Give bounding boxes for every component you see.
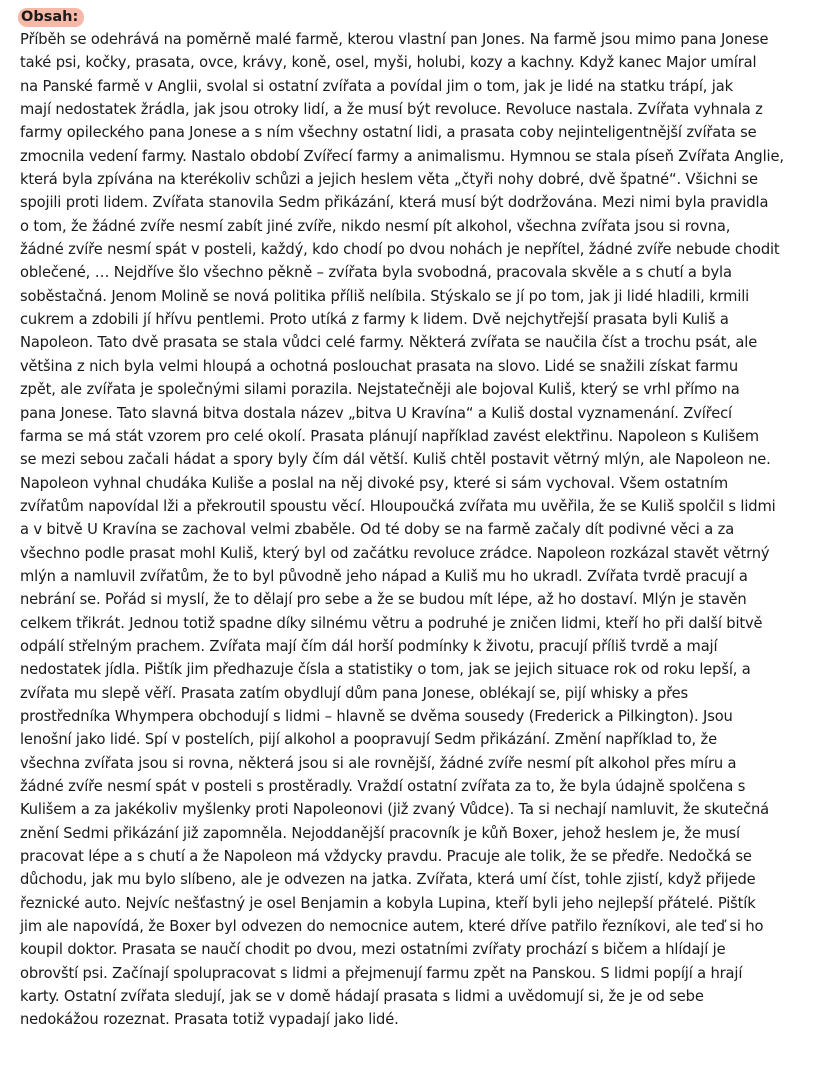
paragraph-line: a v bitvě U Kravína se zachoval velmi zbaběle. Od té doby se na farmě začaly dít podivné věci a za bbox=[20, 521, 735, 539]
paragraph-line: pracovat lépe a s chutí a že Napoleon má vždycky pravdu. Pracuje ale tolik, že se předře. Nedočká se bbox=[20, 848, 752, 866]
paragraph-line: mlýn a namluvil zvířatům, že to byl původně jeho nápad a Kuliš mu ho ukradl. Zvířata tvrdě pracují a bbox=[20, 567, 748, 585]
paragraph-line: řeznické auto. Nejvíc nešťastný je osel Benjamin a kobyla Lupina, kteří byli jeho nejlepší přátelé. Pištík bbox=[20, 894, 756, 912]
paragraph-line: celkem třikrát. Jednou totiž spadne díky silnému větru a podruhé je zničen lidmi, kteří ho při další bitvě bbox=[20, 614, 763, 632]
paragraph-line: karty. Ostatní zvířata sledují, jak se v domě hádají prasata s lidmi a uvědomují si, že je od sebe bbox=[20, 988, 704, 1006]
paragraph-line: nebrání se. Pořád si myslí, že to dělají pro sebe a že se budou mít lépe, až ho dostaví. Mlýn je stavěn bbox=[20, 591, 747, 609]
paragraph-line: zvířata mu slepě věří. Prasata zatím obydlují dům pana Jonese, oblékají se, pijí whisky a přes bbox=[20, 684, 689, 702]
paragraph-line: znění Sedmi přikázání již zapomněla. Nejoddanější pracovník je kůň Boxer, jehož heslem je, že musí bbox=[20, 824, 740, 842]
paragraph-line: důchodu, jak mu bylo slíbeno, ale je odvezen na jatka. Zvířata, která umí číst, tohle zjistí, když přijede bbox=[20, 871, 756, 889]
paragraph-line: Kulišem a za jakékoliv myšlenky proti Napoleonovi (již zvaný Vůdce). Ta si nechají namluvit, že skutečná bbox=[20, 801, 770, 819]
paragraph-line: Příběh se odehrává na poměrně malé farmě, kterou vlastní pan Jones. Na farmě jsou mimo pana Jonese bbox=[20, 31, 769, 48]
paragraph-line: o tom, že žádné zvíře nesmí zabít jiné zvíře, nikdo nesmí pít alkohol, všechna zvířata jsou si rovna, bbox=[20, 217, 731, 235]
paragraph-line: všechno podle prasat mohl Kuliš, který byl od začátku revoluce zrádce. Napoleon rozkázal stavět větrný bbox=[20, 544, 770, 562]
paragraph-line: žádné zvíře nesmí spát v posteli, každý, kdo chodí po dvou nohách je nepřítel, žádné zvíře nebude chodit bbox=[20, 241, 780, 259]
paragraph-line: která byla zpívána na kterékoliv schůzi a jejich heslem věta „čtyři nohy dobré, dvě špatné“. Všichni se bbox=[20, 171, 758, 189]
paragraph-line: zmocnila vedení farmy. Nastalo období Zvířecí farmy a animalismu. Hymnou se stala píseň Zvířata Anglie, bbox=[20, 147, 784, 165]
paragraph-line: obrovští psi. Začínají spolupracovat s lidmi a přejmenují farmu zpět na Panskou. S lidmi popíjí a hrají bbox=[20, 964, 743, 982]
paragraph-line: odpálí střelným prachem. Zvířata mají čím dál horší podmínky k životu, pracují příliš tvrdě a mají bbox=[20, 637, 718, 655]
paragraph-line: nedokážou rozeznat. Prasata totiž vypadají jako lidé. bbox=[20, 1011, 399, 1029]
paragraph-line: Napoleon. Tato dvě prasata se stala vůdci celé farmy. Některá zvířata se naučila číst a trochu psát, ale bbox=[20, 334, 758, 352]
paragraph-line: pana Jonese. Tato slavná bitva dostala název „bitva U Kravína“ a Kuliš dostal vyznamenání. Zvířecí bbox=[20, 404, 732, 422]
paragraph-line: soběstačná. Jenom Molině se nová politika příliš nelíbila. Stýskalo se jí po tom, jak ji lidé hladili, krmili bbox=[20, 287, 750, 305]
paragraph-line: Napoleon vyhnal chudáka Kuliše a poslal na něj divoké psy, které si sám vychoval. Všem ostatním bbox=[20, 474, 729, 492]
paragraph-line: se mezi sebou začali hádat a spory byly čím dál větší. Kuliš chtěl postavit větrný mlýn, ale Napoleon ne. bbox=[20, 451, 771, 469]
paragraph-line: farmy opileckého pana Jonese a s ním všechny ostatní lidi, a prasata coby nejinteligentnější zvířata se bbox=[20, 124, 757, 142]
paragraph-line: cukrem a zdobili jí hřívu pentlemi. Proto utíká z farmy k lidem. Dvě nejchytřejší prasata byli Kuliš a bbox=[20, 311, 729, 329]
paragraph-line: farma se má stát vzorem pro celé okolí. Prasata plánují například zavést elektřinu. Napoleon s Kulišem bbox=[20, 427, 759, 445]
paragraph-line: nedostatek jídla. Pištík jim předhazuje čísla a statistiky o tom, jak se jejich situace rok od roku lepší, a bbox=[20, 661, 751, 679]
paragraph-line: žádné zvíře nesmí spát v posteli s prostěradly. Vraždí ostatní zvířata za to, že byla údajně spolčena s bbox=[20, 778, 746, 795]
summary-paragraph bbox=[20, 28, 810, 1032]
paragraph-line: zvířatům napovídal lži a překroutil spoustu věcí. Hloupoučká zvířata mu uvěřila, že se Kuliš spolčil s lidmi bbox=[20, 497, 776, 515]
paragraph-line: oblečené, … Nejdříve šlo všechno pěkně – zvířata byla svobodná, pracovala skvěle a s chutí a byla bbox=[20, 264, 732, 282]
paragraph-line: prostředníka Whympera obchodují s lidmi – hlavně se dvěma sousedy (Frederick a Pilkington). Jsou bbox=[20, 707, 733, 725]
paragraph-line: mají nedostatek žrádla, jak jsou otroky lidí, a že musí být revoluce. Revoluce nastala. Zvířata vyhnala z bbox=[20, 101, 763, 119]
section-heading: Obsah: bbox=[18, 8, 84, 27]
paragraph-line: všechna zvířata jsou si rovna, některá jsou si ale rovnější, žádné zvíře nesmí pít alkohol přes míru a bbox=[20, 754, 737, 772]
paragraph-line: na Panské farmě v Anglii, svolal si ostatní zvířata a povídal jim o tom, jak je lidé na statku trápí, jak bbox=[20, 77, 733, 95]
paragraph-line: také psi, kočky, prasata, ovce, krávy, koně, osel, myši, holubi, kozy a kachny. Když kanec Major umíral bbox=[20, 54, 757, 72]
paragraph-line: koupil doktor. Prasata se naučí chodit po dvou, mezi ostatními zvířaty prochází s bičem a hlídají je bbox=[20, 941, 726, 959]
paragraph-line: lenošní jako lidé. Spí v postelích, pijí alkohol a poopravují Sedm přikázání. Změní například to, že bbox=[20, 731, 717, 749]
paragraph-line: většina z nich byla velmi hloupá a ochotná poslouchat prasata na slovo. Lidé se snažili získat farmu bbox=[20, 357, 739, 375]
paragraph-line: zpět, ale zvířata je společnými silami porazila. Nejstatečněji ale bojoval Kuliš, který se vrhl přímo na bbox=[20, 381, 740, 399]
paragraph-line: spojili proti lidem. Zvířata stanovila Sedm přikázání, která musí být dodržována. Mezi nimi byla pravidla bbox=[20, 194, 769, 212]
paragraph-line: jim ale napovídá, že Boxer byl odvezen do nemocnice autem, které dříve patřilo řezníkovi, ale teď si ho bbox=[20, 918, 764, 936]
